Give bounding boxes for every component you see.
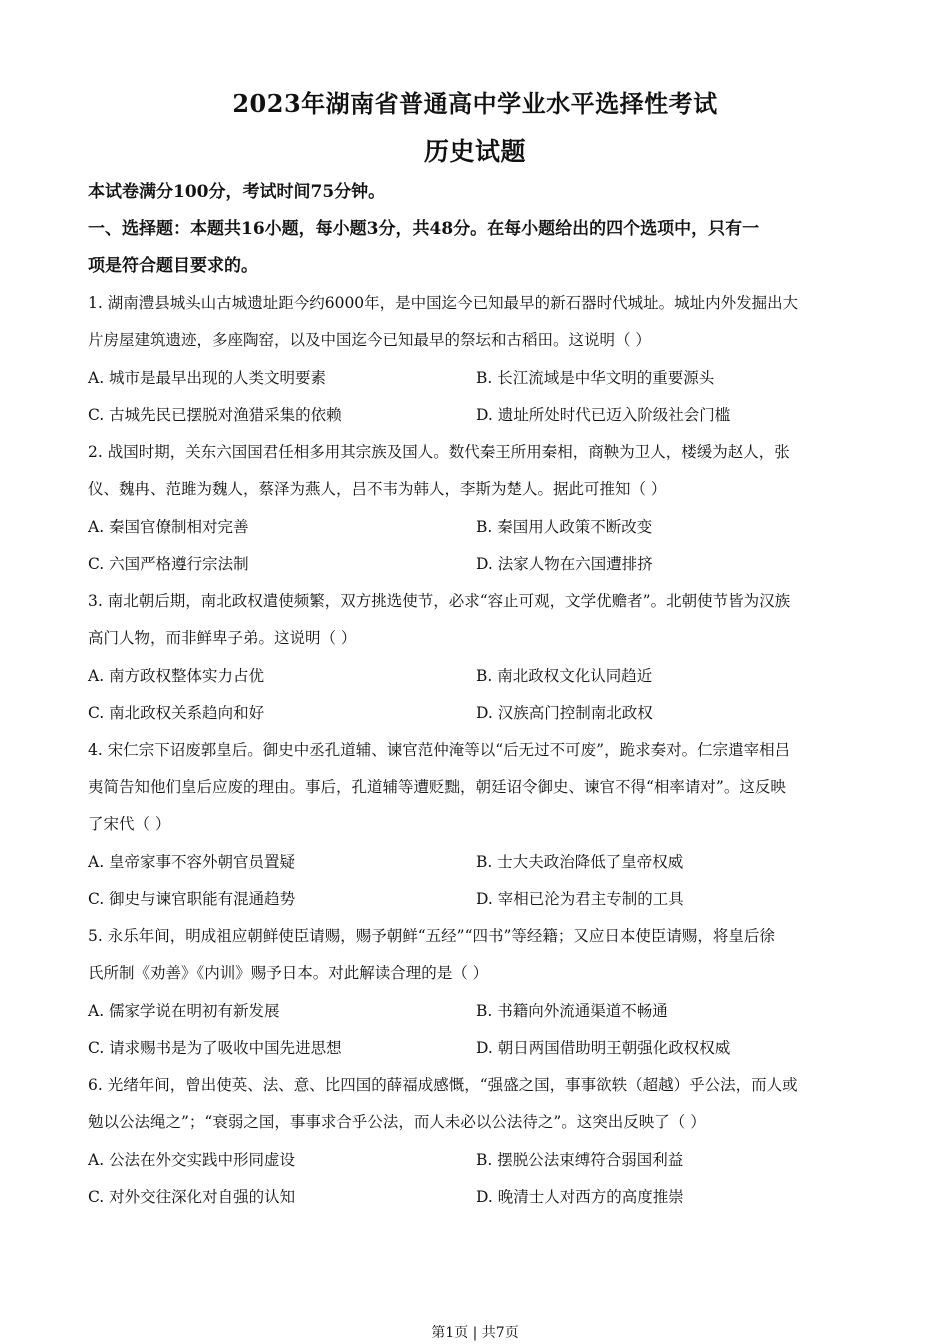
- section-heading-line-2: 项是符合题目要求的。: [88, 256, 258, 276]
- option-b: B. 南北政权文化认同趋近: [476, 667, 653, 685]
- option-a: A. 秦国官僚制相对完善: [88, 518, 249, 536]
- question-text-line: 5. 永乐年间，明成祖应朝鲜使臣请赐，赐予朝鲜“五经”“四书”等经籍；又应日本使臣请赐，将皇后徐: [88, 927, 775, 945]
- option-c: C. 六国严格遵行宗法制: [88, 555, 249, 573]
- option-c: C. 南北政权关系趋向和好: [88, 704, 265, 722]
- page-number: 第1页 | 共7页: [431, 1325, 519, 1341]
- question-text-line: 仪、魏冉、范雎为魏人，蔡泽为燕人，吕不韦为韩人，李斯为楚人。据此可推知（ ）: [88, 480, 667, 498]
- option-c: C. 御史与谏官职能有混通趋势: [88, 890, 296, 908]
- option-a: A. 南方政权整体实力占优: [88, 667, 265, 685]
- option-d: D. 法家人物在六国遭排挤: [476, 555, 653, 573]
- question-text-line: 夷简告知他们皇后应废的理由。事后，孔道辅等遭贬黜，朝廷诏令御史、谏官不得“相率请对”。这反映: [88, 778, 786, 796]
- option-c: C. 请求赐书是为了吸收中国先进思想: [88, 1039, 342, 1057]
- option-b: B. 士大夫政治降低了皇帝权威: [476, 853, 684, 871]
- question-text-line: 3. 南北朝后期，南北政权遣使频繁，双方挑选使节，必求“容止可观，文学优赡者”。北朝使节皆为汉族: [88, 592, 791, 610]
- question-text-line: 了宋代（ ）: [88, 815, 171, 833]
- section-heading-line-1: 一、选择题：本题共16小题，每小题3分，共48分。在每小题给出的四个选项中，只有一: [88, 219, 760, 239]
- question-text-line: 4. 宋仁宗下诏废郭皇后。御史中丞孔道辅、谏官范仲淹等以“后无过不可废”，跪求奏对。仁宗遣宰相吕: [88, 741, 791, 759]
- option-a: A. 儒家学说在明初有新发展: [88, 1002, 280, 1020]
- option-c: C. 对外交往深化对自强的认知: [88, 1188, 296, 1206]
- option-b: B. 摆脱公法束缚符合弱国利益: [476, 1151, 684, 1169]
- option-b: B. 书籍向外流通渠道不畅通: [476, 1002, 668, 1020]
- option-d: D. 朝日两国借助明王朝强化政权权威: [476, 1039, 731, 1057]
- question-text-line: 勉以公法绳之”；“衰弱之国，事事求合乎公法，而人未必以公法待之”。这突出反映了（ ）: [88, 1113, 706, 1131]
- option-d: D. 遗址所处时代已迈入阶级社会门槛: [476, 406, 731, 424]
- exam-subtitle: 历史试题: [423, 137, 526, 166]
- option-b: B. 秦国用人政策不断改变: [476, 518, 653, 536]
- option-a: A. 城市是最早出现的人类文明要素: [88, 369, 327, 387]
- question-text-line: 6. 光绪年间，曾出使英、法、意、比四国的薛福成感慨，“强盛之国，事事欲轶（超越）乎公法，而人或: [88, 1076, 798, 1094]
- question-text-line: 高门人物，而非鲜卑子弟。这说明（ ）: [88, 629, 357, 647]
- option-a: A. 公法在外交实践中形同虚设: [88, 1151, 296, 1169]
- option-d: D. 汉族高门控制南北政权: [476, 704, 653, 722]
- option-b: B. 长江流域是中华文明的重要源头: [476, 369, 715, 387]
- exam-note: 本试卷满分100分，考试时间75分钟。: [88, 182, 386, 202]
- question-text-line: 1. 湖南澧县城头山古城遗址距今约6000年，是中国迄今已知最早的新石器时代城址。城址内外发掘出大: [88, 294, 799, 312]
- question-text-line: 氏所制《劝善》《内训》赐予日本。对此解读合理的是（ ）: [88, 964, 489, 982]
- exam-title: 2023年湖南省普通高中学业水平选择性考试: [232, 89, 718, 118]
- option-d: D. 宰相已沦为君主专制的工具: [476, 890, 684, 908]
- option-d: D. 晚清士人对西方的高度推崇: [476, 1188, 684, 1206]
- option-c: C. 古城先民已摆脱对渔猎采集的依赖: [88, 406, 342, 424]
- question-text-line: 片房屋建筑遗迹，多座陶窑，以及中国迄今已知最早的祭坛和古稻田。这说明（ ）: [88, 331, 651, 349]
- option-a: A. 皇帝家事不容外朝官员置疑: [88, 853, 296, 871]
- question-text-line: 2. 战国时期，关东六国国君任相多用其宗族及国人。数代秦王所用秦相，商鞅为卫人，楼缓为赵人，张: [88, 443, 790, 461]
